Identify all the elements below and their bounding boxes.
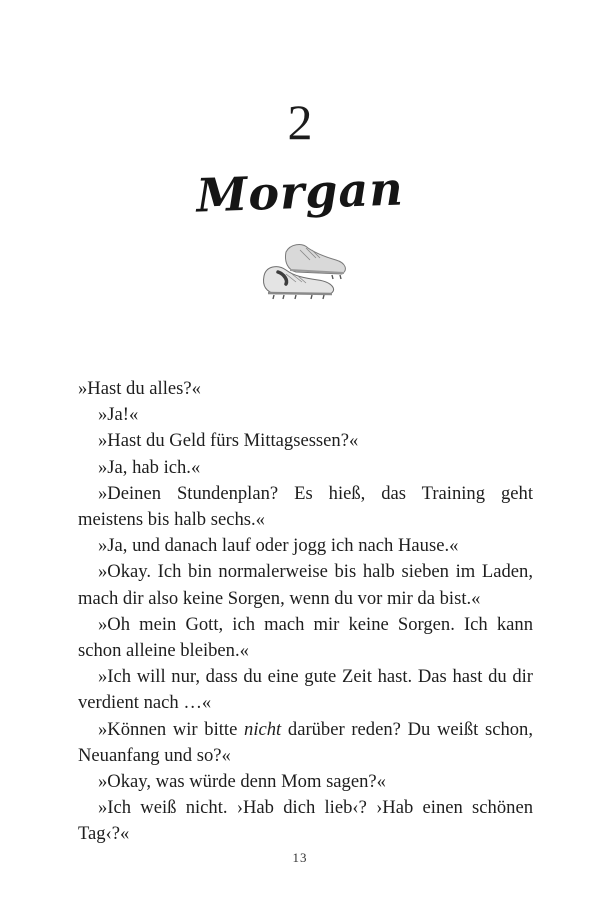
- paragraph: »Hast du alles?«: [78, 378, 201, 399]
- paragraph: »Hast du Geld fürs Mittagsessen?«: [98, 430, 359, 452]
- chapter-text: [78, 376, 533, 848]
- paragraph: [78, 717, 533, 769]
- paragraph: »Ja, hab ich.«: [98, 456, 201, 478]
- paragraph-text: »Können wir bitte: [98, 718, 245, 740]
- paragraph: »Okay, was würde denn Mom sagen?«: [98, 771, 386, 793]
- paragraph: »Ich weiß nicht. ›Hab dich lieb‹? ›Hab einen schönen Tag‹?«: [78, 797, 533, 845]
- chapter-title: Morgan: [195, 161, 405, 223]
- emphasis-text: nicht: [244, 718, 282, 740]
- paragraph: »Oh mein Gott, ich mach mir keine Sorgen. Ich kann schon alleine bleiben.«: [78, 613, 533, 662]
- paragraph: »Ich will nur, dass du eine gute Zeit hast. Das hast du dir verdient nach …«: [78, 666, 533, 714]
- page-number: 13: [292, 850, 308, 865]
- paragraph: »Ja!«: [98, 404, 139, 426]
- chapter-number: 2: [287, 94, 313, 150]
- running-shoes-icon: [256, 236, 352, 304]
- paragraph: »Ja, und danach lauf oder jogg ich nach Hause.«: [98, 535, 459, 557]
- paragraph: »Okay. Ich bin normalerweise bis halb sieben im Laden, mach dir also keine Sorgen, wenn du vor mir da bist.«: [78, 561, 533, 609]
- paragraph: »Deinen Stundenplan? Es hieß, das Training geht meistens bis halb sechs.«: [78, 482, 533, 531]
- paragraph-text: darüber reden? Du weißt schon, Neuanfang und so?«: [78, 718, 533, 766]
